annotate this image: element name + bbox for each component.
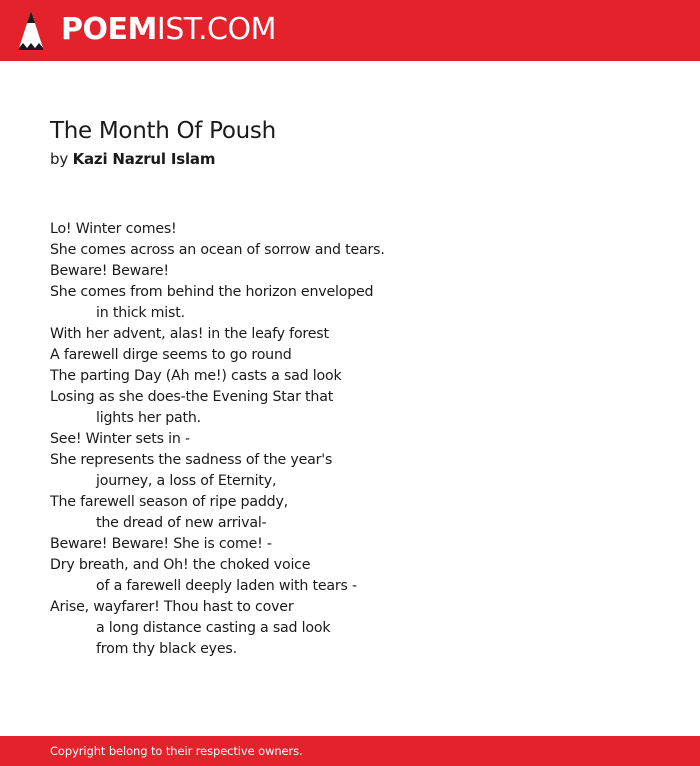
pencil-tip-icon[interactable] xyxy=(18,10,44,51)
poem-body xyxy=(50,219,650,660)
poem-line: of a farewell deeply laden with tears - xyxy=(96,578,357,594)
site-header xyxy=(0,0,700,61)
poem-line: She comes across an ocean of sorrow and tears. xyxy=(50,242,385,258)
by-label: by xyxy=(50,150,68,168)
poem-line: Lo! Winter comes! xyxy=(50,221,177,237)
poem-line: The parting Day (Ah me!) casts a sad look xyxy=(50,368,342,384)
poem-line: A farewell dirge seems to go round xyxy=(50,347,292,363)
logo-brand-bold: POEM xyxy=(61,12,157,47)
poem-line: Dry breath, and Oh! the choked voice xyxy=(50,557,311,573)
poem-line: She represents the sadness of the year's xyxy=(50,452,333,468)
poem-line: Beware! Beware! xyxy=(50,263,169,279)
poem-line: The farewell season of ripe paddy, xyxy=(50,494,288,510)
poem-line: She comes from behind the horizon enveloped xyxy=(50,284,374,300)
poem-author[interactable]: Kazi Nazrul Islam xyxy=(72,150,216,168)
poem-line: the dread of new arrival- xyxy=(96,515,267,531)
poem-line: from thy black eyes. xyxy=(96,641,237,657)
poem-title: The Month Of Poush xyxy=(50,118,276,144)
site-footer xyxy=(0,736,700,766)
poem-line: lights her path. xyxy=(96,410,201,426)
poem-line: in thick mist. xyxy=(96,305,185,321)
poem-content xyxy=(50,114,650,660)
poem-line: journey, a loss of Eternity, xyxy=(96,473,277,489)
footer-copyright: Copyright belong to their respective owners. xyxy=(50,744,303,758)
logo-brand-light: IST.COM xyxy=(156,12,276,47)
poem-line: a long distance casting a sad look xyxy=(96,620,331,636)
poem-line: Losing as she does-the Evening Star that xyxy=(50,389,334,405)
poem-line: With her advent, alas! in the leafy forest xyxy=(50,326,329,342)
site-logo-link[interactable] xyxy=(61,12,276,48)
poem-line: Beware! Beware! She is come! - xyxy=(50,536,272,552)
poem-line: See! Winter sets in - xyxy=(50,431,190,447)
poem-line: Arise, wayfarer! Thou hast to cover xyxy=(50,599,294,615)
poem-byline xyxy=(50,149,650,169)
